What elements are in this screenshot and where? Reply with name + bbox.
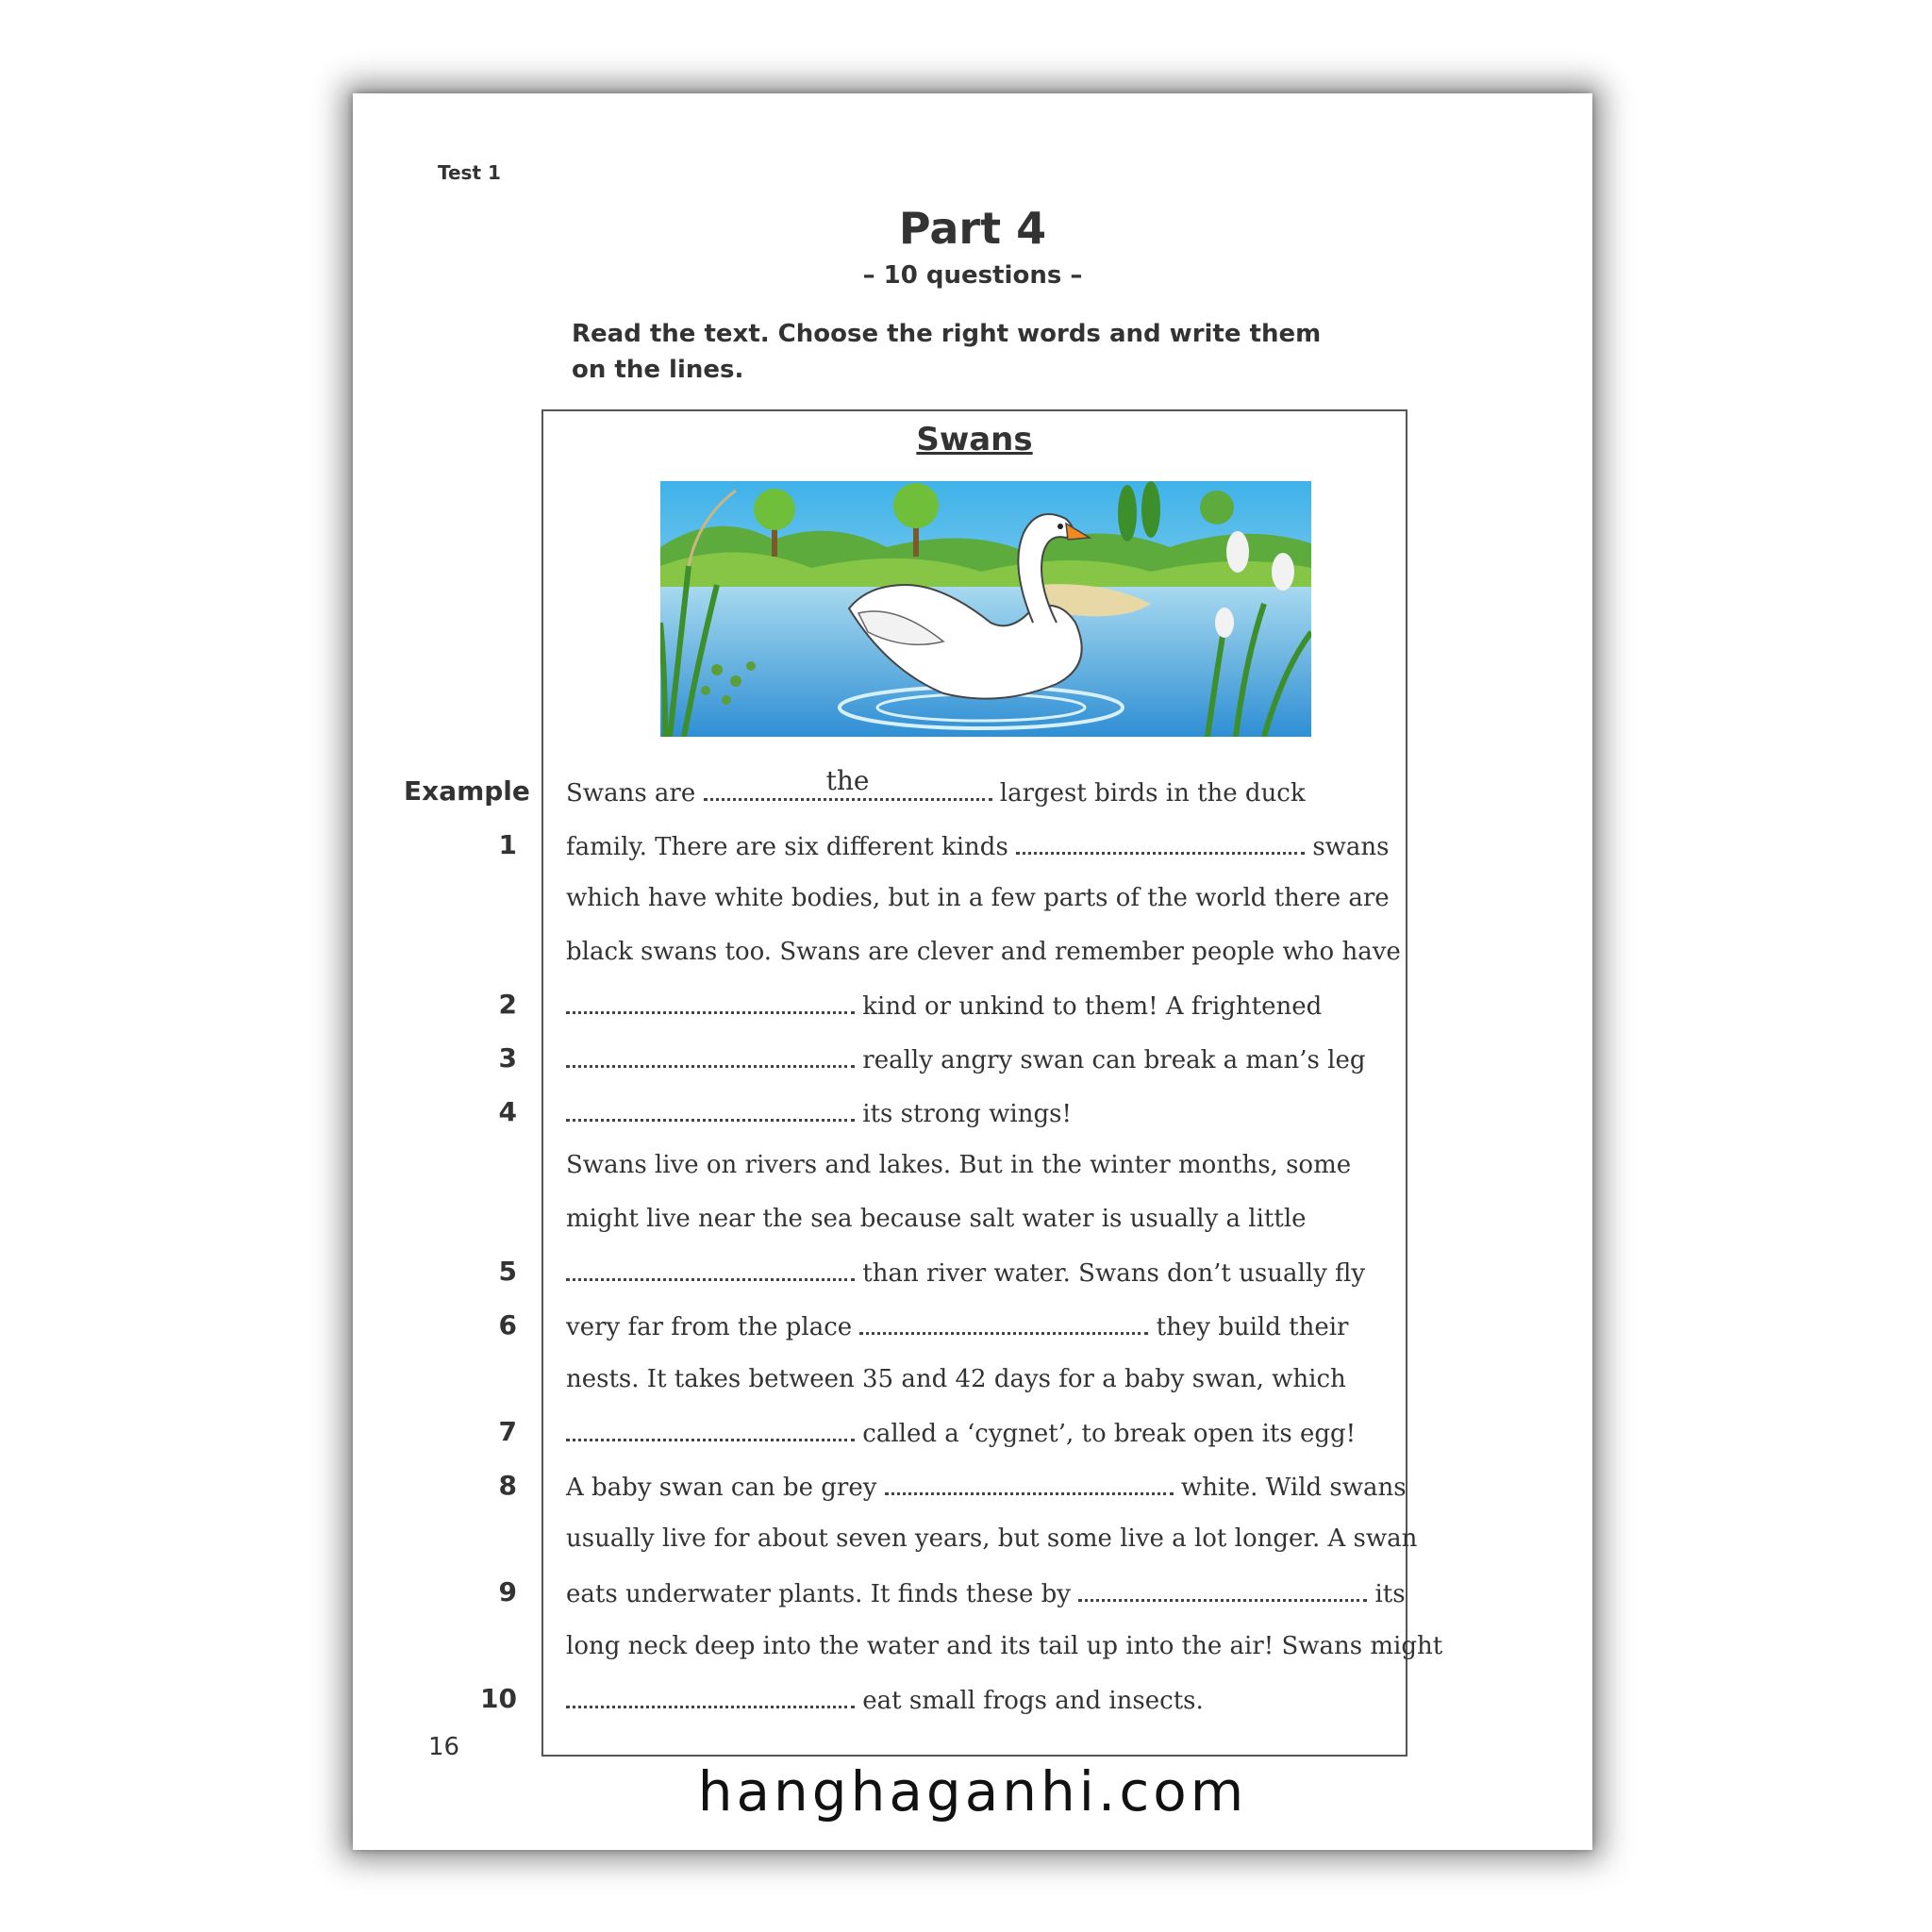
worksheet-page: [353, 93, 1592, 1850]
answer-blank[interactable]: [566, 991, 855, 1014]
passage-line: [566, 1365, 1346, 1393]
line-text-before-gap: eats underwater plants. It finds these by: [566, 1580, 1079, 1608]
part-subtitle: – 10 questions –: [862, 261, 1083, 290]
passage-title: Swans: [916, 421, 1033, 458]
passage-line: [566, 1632, 1442, 1660]
page-number: 16: [428, 1733, 460, 1761]
passage-line: [566, 1685, 1204, 1715]
question-number: 2: [498, 989, 517, 1021]
passage-line: [566, 1257, 1365, 1288]
answer-blank[interactable]: [566, 1044, 855, 1068]
line-text-before-gap: usually live for about seven years, but some live a lot longer. A swan: [566, 1524, 1418, 1554]
passage-line: [566, 1311, 1348, 1341]
passage-line: [566, 1524, 1417, 1553]
answer-blank[interactable]: [1016, 831, 1305, 855]
question-number: 1: [498, 828, 517, 860]
test-label: Test 1: [438, 161, 501, 184]
line-text-after-gap: its: [1367, 1580, 1406, 1608]
question-number: 9: [498, 1576, 517, 1607]
line-text-before-gap: Swans live on rivers and lakes. But in the winter months, some: [566, 1151, 1352, 1180]
instructions: Read the text. Choose the right words and write them on the lines.: [572, 320, 1322, 384]
passage-line: [566, 991, 1322, 1021]
passage-line: [566, 765, 1306, 808]
passage-line: [566, 884, 1390, 912]
answer-blank[interactable]: [566, 1685, 855, 1708]
question-number: 7: [498, 1416, 517, 1448]
question-number: 5: [498, 1256, 517, 1288]
answer-blank[interactable]: [1078, 1578, 1367, 1602]
line-text-before-gap: Swans are: [566, 779, 704, 808]
line-text-before-gap: A baby swan can be grey: [566, 1473, 885, 1502]
line-text-after-gap: largest birds in the duck: [991, 779, 1306, 808]
passage-line: [566, 1151, 1351, 1179]
answer-blank[interactable]: [859, 1311, 1148, 1335]
passage-line: [566, 1098, 1072, 1128]
line-text-before-gap: might live near the sea because salt water is usually a little: [566, 1204, 1307, 1233]
answer-blank[interactable]: [885, 1472, 1174, 1495]
line-text-after-gap: called a ‘cygnet’, to break open its egg!: [855, 1420, 1357, 1449]
line-text-after-gap: its strong wings!: [855, 1099, 1072, 1128]
line-text-before-gap: very far from the place: [566, 1313, 860, 1341]
line-text-after-gap: kind or unkind to them! A frightened: [855, 992, 1323, 1022]
question-number: 8: [498, 1469, 517, 1501]
answer-blank[interactable]: [566, 1098, 855, 1122]
line-text-after-gap: swans: [1305, 832, 1390, 861]
answer-blank[interactable]: [566, 1418, 855, 1441]
line-text-before-gap: long neck deep into the water and its tail up into the air! Swans might: [566, 1631, 1443, 1660]
line-text-after-gap: they build their: [1148, 1313, 1349, 1341]
example-answer: the: [825, 765, 870, 796]
line-text-after-gap: than river water. Swans don’t usually fly: [855, 1259, 1366, 1289]
example-answer-blank[interactable]: [704, 765, 992, 801]
swan-on-lake-illustration: [660, 481, 1311, 737]
answer-blank[interactable]: [566, 1257, 855, 1281]
line-text-before-gap: nests. It takes between 35 and 42 days for a baby swan, which: [566, 1364, 1346, 1393]
passage-line: [566, 831, 1390, 861]
passage-line: [566, 938, 1401, 966]
example-label: Example: [404, 775, 530, 807]
passage-line: [566, 1578, 1406, 1608]
passage-line: [566, 1472, 1407, 1502]
passage-line: [566, 1205, 1307, 1233]
line-text-after-gap: white. Wild swans: [1173, 1473, 1407, 1502]
question-number: 3: [498, 1042, 517, 1074]
question-number: 4: [498, 1095, 517, 1127]
line-text-after-gap: eat small frogs and insects.: [855, 1687, 1204, 1716]
part-title: Part 4: [898, 203, 1047, 254]
passage-line: [566, 1418, 1356, 1448]
question-number: 6: [498, 1309, 517, 1341]
line-text-before-gap: black swans too. Swans are clever and remember people who have: [566, 937, 1401, 966]
watermark: hanghaganhi.com: [697, 1759, 1248, 1824]
line-text-before-gap: family. There are six different kinds: [566, 832, 1017, 861]
line-text-after-gap: really angry swan can break a man’s leg: [855, 1046, 1366, 1074]
line-text-before-gap: which have white bodies, but in a few parts of the world there are: [566, 884, 1390, 913]
question-number: 10: [480, 1683, 517, 1715]
passage-line: [566, 1044, 1365, 1074]
